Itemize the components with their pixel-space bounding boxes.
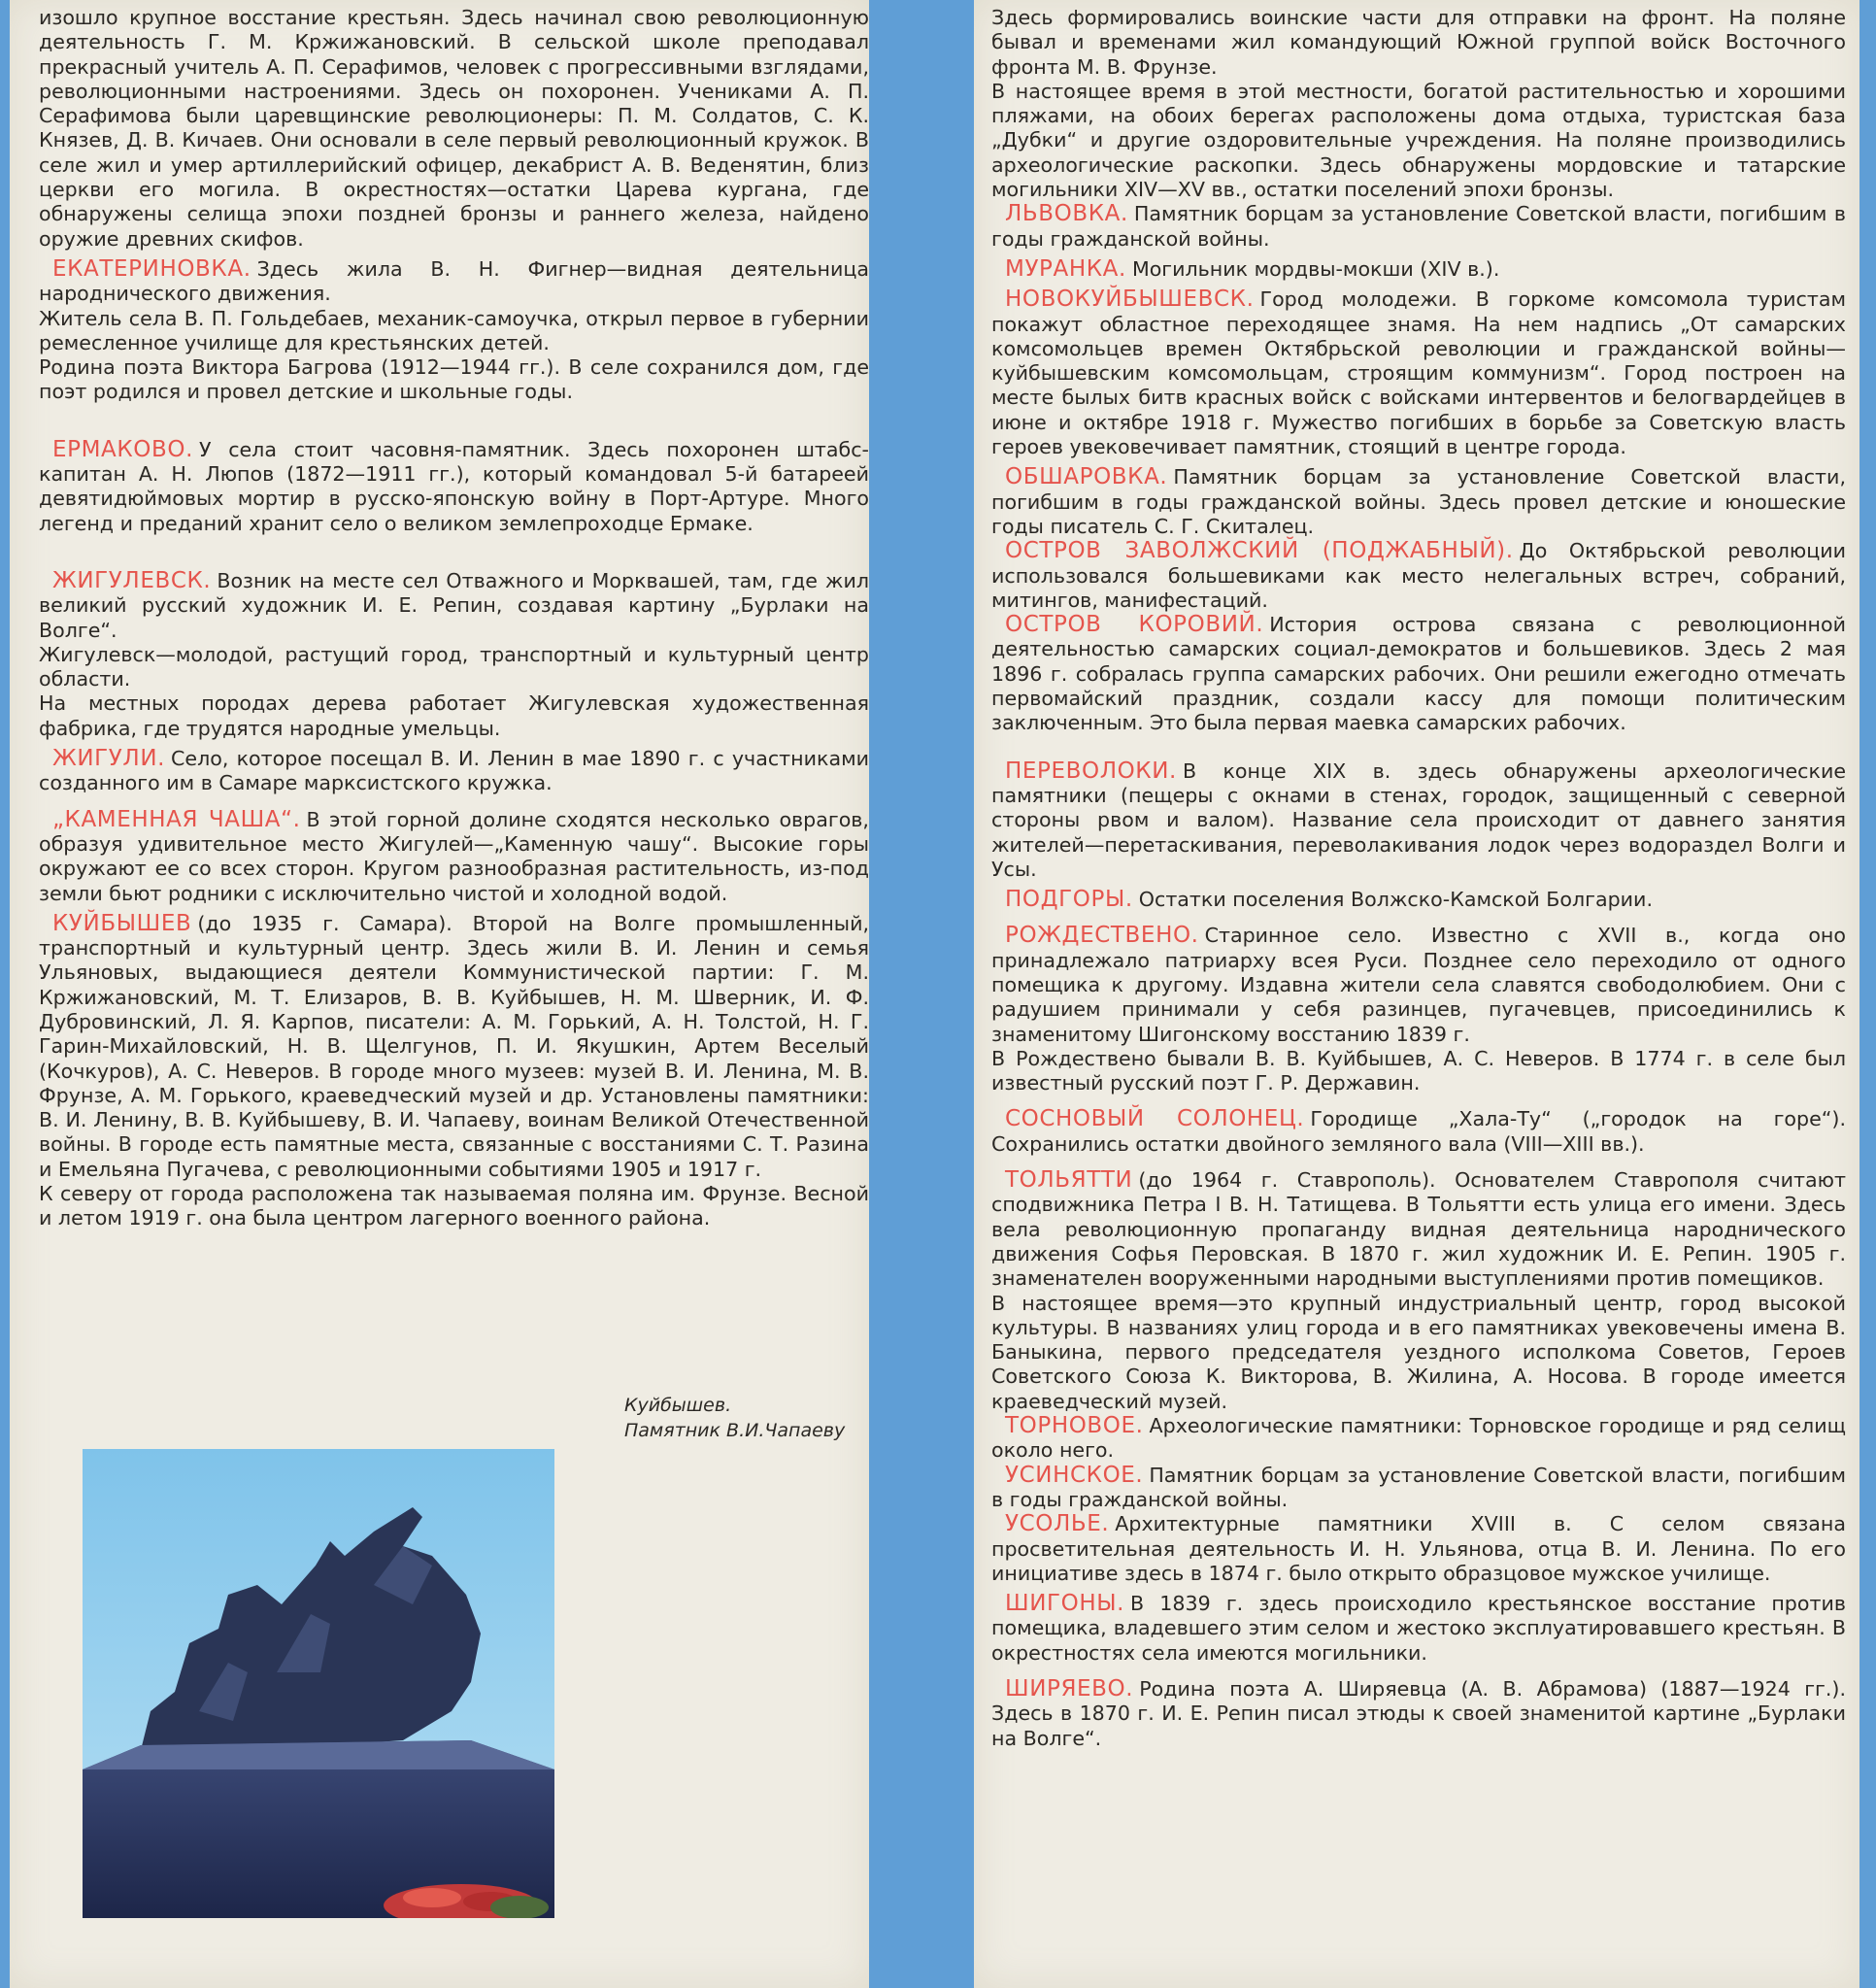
- entry-heading: КУЙБЫШЕВ: [52, 910, 192, 936]
- paragraph: Памятник борцам за установление Советской власти, погибшим в годы гражданской войны.: [991, 1463, 1846, 1511]
- paragraph: Остатки поселения Волжско-Камской Болгарии.: [1138, 888, 1653, 912]
- paragraph: В 1839 г. здесь происходило крестьянское восстание против помещика, владевшего этим селом и жестоко эксплуатировавшего крестьян. В окрестностях села имеются могильники.: [991, 1592, 1846, 1665]
- entry-heading: ПЕРЕВОЛОКИ.: [1005, 758, 1177, 784]
- entry-zhiguli: [39, 747, 869, 796]
- entry-novokuibyshevsk: [991, 287, 1846, 459]
- entry-heading: УСОЛЬЕ.: [1005, 1511, 1110, 1537]
- intro-text: [39, 6, 869, 252]
- paragraph: Жигулевск—молодой, растущий город, транспортный и культурный центр области.: [39, 642, 869, 691]
- paragraph: Возник на месте сел Отважного и Морквашей, там, где жил великий русский художник И. Е. Репин, создавая картину „Бурлаки на Волге“.: [39, 568, 869, 642]
- paragraph: В настоящее время—это крупный индустриальный центр, город высокой культуры. В названиях улиц города и в его памятниках увековечены имена В. Баныкина, первого председателя уездного исполкома Советов, Героев Советского Союза К. Викторова, В. Жилина, А. Носова. В городе имеется краеведческий музей.: [991, 1291, 1846, 1413]
- entry-rozhdestveno: [991, 924, 1846, 1095]
- entry-heading: РОЖДЕСТВЕНО.: [1005, 923, 1199, 949]
- entry-shigony: [991, 1592, 1846, 1666]
- paragraph: Памятник борцам за установление Советской власти, погибшим в годы гражданской войны. Здесь провел детские и юношеские годы писатель С. Г. Скиталец.: [991, 465, 1846, 538]
- paragraph: Археологические памятники: Торновское городище и ряд селищ около него.: [991, 1414, 1846, 1463]
- entry-heading: УСИНСКОЕ.: [1005, 1462, 1144, 1488]
- entry-shiryaevo: [991, 1677, 1846, 1751]
- paragraph: изошло крупное восстание крестьян. Здесь начинал свою революционную деятельность Г. М. Кржижановский. В сельской школе преподавал прекрасный учитель А. П. Серафимов, человек с прогрессивными взглядами, революционными настроениями. Здесь он похоронен. Учениками А. П. Серафимова были царевщинские революционеры: П. М. Солдатов, С. К. Князев, Д. В. Кичаев. Они основали в селе первый революционный кружок. В селе жил и умер артиллерийский офицер, декабрист А. В. Веденятин, близ церкви его могила. В окрестностях—остатки Царева кургана, где обнаружены селища эпохи поздней бронзы и раннего железа, найдено оружие древних скифов.: [39, 6, 869, 251]
- caption-line: Куйбышев.: [624, 1395, 732, 1416]
- entry-heading: ЕРМАКОВО.: [52, 436, 194, 462]
- chapaev-monument-photo: [83, 1449, 554, 1918]
- paragraph: На местных породах дерева работает Жигулевская художественная фабрика, где трудятся народные умельцы.: [39, 691, 869, 740]
- paragraph: Памятник борцам за установление Советской власти, погибшим в годы гражданской войны.: [991, 202, 1846, 251]
- entry-heading: „КАМЕННАЯ ЧАША“.: [52, 806, 301, 832]
- entry-ermakovo: [39, 438, 869, 536]
- paragraph: Архитектурные памятники XVIII в. С селом связана просветительная деятельность И. Н. Ульянова, отца В. И. Ленина. По его инициативе здесь в 1874 г. было открыто образцовое мужское училище.: [991, 1512, 1846, 1585]
- paragraph: В этой горной долине сходятся несколько оврагов, образуя удивительное место Жигулей—„Каменную чашу“. Высокие горы окружают ее со всех сторон. Кругом разнообразная растительность, из-под земли бьют родники с исключительно чистой и холодной водой.: [39, 807, 869, 905]
- entry-heading: СОСНОВЫЙ СОЛОНЕЦ.: [1005, 1106, 1305, 1132]
- paragraph: Житель села В. П. Гольдебаев, механик-самоучка, открыл первое в губернии ремесленное училище для крестьянских детей.: [39, 306, 869, 354]
- entry-tornovoe: [991, 1414, 1846, 1464]
- entry-usolye: [991, 1512, 1846, 1586]
- entry-heading: ЖИГУЛИ.: [52, 746, 166, 772]
- entry-heading: НОВОКУЙБЫШЕВСК.: [1005, 286, 1255, 313]
- entry-heading: ЕКАТЕРИНОВКА.: [52, 255, 251, 282]
- paragraph: Здесь формировались воинские части для отправки на фронт. На поляне бывал и временами жил командующий Южной группой войск Восточного фронта М. В. Фрунзе.: [991, 6, 1846, 79]
- paragraph: Городище „Хала-Ту“ („городок на горе“). Сохранились остатки двойного земляного вала (VIII—XIII вв.).: [991, 1107, 1846, 1156]
- entry-perevoloki: [991, 759, 1846, 882]
- paragraph: В настоящее время в этой местности, богатой растительностью и хорошими пляжами, на обоих берегах расположены дома отдыха, туристская база „Дубки“ и другие оздоровительные учреждения. На поляне производились археологические раскопки. Здесь обнаружены мордовские и татарские могильники XIV—XV вв., остатки поселений эпохи бронзы.: [991, 79, 1846, 202]
- entry-heading: ТОРНОВОЕ.: [1005, 1413, 1144, 1439]
- entry-ekaterinovka: [39, 257, 869, 405]
- paragraph: (до 1935 г. Самара). Второй на Волге промышленный, транспортный и культурный центр. Здесь жили В. И. Ленин и семья Ульяновых, выдающиеся деятели Коммунистической партии: Г. М. Кржижановский, М. Т. Елизаров, В. В. Куйбышев, Н. М. Шверник, И. Ф. Дубровинский, Л. Я. Карпов, писатели: А. М. Горький, А. Н. Толстой, Н. Г. Гарин-Михайловский, Н. В. Щелгунов, П. И. Якушкин, Артем Веселый (Кочкуров), А. С. Неверов. В городе много музеев: музей В. И. Ленина, М. В. Фрунзе, А. М. Горького, краеведческий музей и др. Установлены памятники: В. И. Ленину, В. В. Куйбышеву, В. И. Чапаеву, воинам Великой Отечественной войны. В городе есть памятные места, связанные с восстаниями С. Т. Разина и Емельяна Пугачева, с революционными событиями 1905 и 1917 г.: [39, 911, 869, 1181]
- paragraph: Город молодежи. В горкоме комсомола туристам покажут областное переходящее знамя. На нем надпись „От самарских комсомольцев времен Октябрьской революции и гражданской войны—куйбышевским комсомольцам, строящим коммунизм“. Город построен на месте былых битв красных войск с войсками интервентов и белогвардейцев в июне и октябре 1918 г. Мужество погибших в борьбе за Советскую власть героев увековечивает памятник, стоящий в центре города.: [991, 287, 1846, 459]
- entry-zavolzhsky: [991, 539, 1846, 613]
- left-column: [39, 6, 869, 1231]
- photo-caption: [624, 1393, 845, 1443]
- paragraph: До Октябрьской революции использовался большевиками как место нелегальных встреч, собраний, митингов, манифестаций.: [991, 539, 1846, 612]
- caption-line: Памятник В.И.Чапаеву: [624, 1420, 846, 1441]
- right-column: [991, 6, 1846, 1751]
- entry-heading: ОСТРОВ КОРОВИЙ.: [1005, 612, 1264, 638]
- paragraph: (до 1964 г. Ставрополь). Основателем Ставрополя считают сподвижника Петра I В. Н. Татищева. В Тольятти есть улица его имени. Здесь вела революционную пропаганду видная деятельница народнического движения Софья Перовская. В 1870 г. жил художник И. Е. Репин. 1905 г. знаменателен вооруженными народными выступлениями против помещиков.: [991, 1168, 1846, 1291]
- paragraph: К северу от города расположена так называемая поляна им. Фрунзе. Весной и летом 1919 г. она была центром лагерного военного района.: [39, 1182, 869, 1230]
- paragraph: В конце XIX в. здесь обнаружены археологические памятники (пещеры с окнами в стенах, городок, защищенный с северной стороны рвом и валом). Название села происходит от давнего занятия жителей—перетаскивания, переволакивания лодок через водораздел Волги и Усы.: [991, 758, 1846, 881]
- paragraph: Здесь жила В. Н. Фигнер—видная деятельница народнического движения.: [39, 256, 869, 306]
- entry-podgory: [991, 888, 1846, 912]
- paragraph: У села стоит часовня-памятник. Здесь похоронен штабс-капитан А. Н. Люпов (1872—1911 гг.), который командовал 5-й батареей девятидюймовых мортир в русско-японскую войну в Порт-Артуре. Много легенд и преданий хранит село о великом землепроходце Ермаке.: [39, 437, 869, 535]
- paragraph: Село, которое посещал В. И. Ленин в мае 1890 г. с участниками созданного им в Самаре марксистского кружка.: [39, 747, 869, 795]
- entry-heading: ПОДГОРЫ.: [1005, 887, 1133, 913]
- paragraph: История острова связана с революционной деятельностью самарских социал-демократов и большевиков. Здесь 2 мая 1896 г. собралась группа самарских рабочих. Они решили ежегодно отмечать первомайский праздник, создали кассу для помощи политическим заключенным. Это была первая маевка самарских рабочих.: [991, 613, 1846, 735]
- entry-obsharovka: [991, 465, 1846, 539]
- right-page: [974, 0, 1859, 1988]
- left-page: [10, 0, 869, 1988]
- entry-heading: ТОЛЬЯТТИ: [1005, 1167, 1133, 1194]
- entry-heading: ОБШАРОВКА.: [1005, 464, 1168, 490]
- entry-heading: ЛЬВОВКА.: [1005, 201, 1128, 227]
- paragraph: В Рождествено бывали В. В. Куйбышев, А. С. Неверов. В 1774 г. в селе был известный русский поэт Г. Р. Державин.: [991, 1046, 1846, 1095]
- entry-usinskoe: [991, 1464, 1846, 1513]
- entry-sosnovy-solonets: [991, 1107, 1846, 1157]
- entry-heading: ЖИГУЛЕВСК.: [52, 567, 212, 593]
- entry-muranka: [991, 257, 1846, 282]
- entry-heading: ШИГОНЫ.: [1005, 1591, 1125, 1617]
- paragraph: Родина поэта А. Ширяевца (А. В. Абрамова) (1887—1924 гг.). Здесь в 1870 г. И. Е. Репин писал этюды к своей знаменитой картине „Бурлаки на Волге“.: [991, 1677, 1846, 1750]
- entry-zhigulevsk: [39, 569, 869, 741]
- entry-heading: МУРАНКА.: [1005, 255, 1126, 282]
- entry-heading: ШИРЯЕВО.: [1005, 1676, 1134, 1702]
- paragraph: Могильник мордвы-мокши (XIV в.).: [1131, 256, 1500, 281]
- monument-illustration: [83, 1449, 554, 1918]
- entry-togliatti: [991, 1168, 1846, 1414]
- paragraph: Родина поэта Виктора Багрова (1912—1944 гг.). В селе сохранился дом, где поэт родился и провел детские и школьные годы.: [39, 355, 869, 404]
- entry-lvovka: [991, 202, 1846, 252]
- intro-text: [991, 6, 1846, 202]
- paragraph: Старинное село. Известно с XVII в., когда оно принадлежало патриарху всея Руси. Позднее село переходило от одного помещика к другому. Издавна жители села славятся свободолюбием. Они с радушием принимали у себя разинцев, пугачевцев, присоединились к знаменитому Шигонскому восстанию 1839 г.: [991, 924, 1846, 1046]
- entry-kamennaya-chasha: [39, 808, 869, 906]
- entry-heading: ОСТРОВ ЗАВОЛЖСКИЙ (ПОДЖАБНЫЙ).: [1005, 538, 1514, 564]
- entry-kuibyshev: [39, 912, 869, 1231]
- entry-korovy: [991, 613, 1846, 735]
